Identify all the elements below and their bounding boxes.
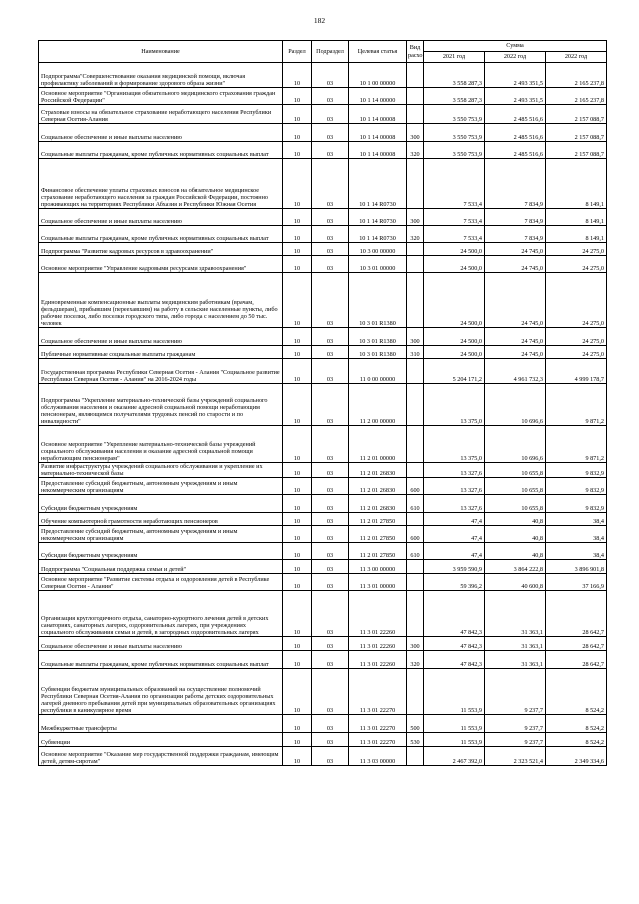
row-name: Основное мероприятие "Организация обязательного медицинского страхования граждан Российской Федерации"	[39, 88, 283, 105]
row-subsection: 03	[312, 105, 349, 124]
row-value-2022-second: 9 832,9	[546, 478, 607, 495]
row-value-2022-second: 8 524,2	[546, 669, 607, 715]
row-value-2022-second: 8 149,1	[546, 209, 607, 226]
row-name: Страховые взносы на обязательное страхование неработающего населения Республики Северная Осетия-Алания	[39, 105, 283, 124]
row-target-article: 11 2 01 26830	[349, 478, 407, 495]
row-value-2021: 7 533,4	[424, 209, 485, 226]
row-value-2021: 13 375,0	[424, 426, 485, 463]
row-target-article: 11 2 01 26830	[349, 463, 407, 478]
row-value-2022-second: 38,4	[546, 526, 607, 543]
row-value-2021: 3 550 753,9	[424, 105, 485, 124]
row-expense-type: 300	[407, 328, 424, 346]
row-value-2022: 10 655,8	[485, 463, 546, 478]
row-value-2022: 2 485 516,6	[485, 105, 546, 124]
row-value-2021: 11 553,9	[424, 733, 485, 747]
header-expense-type: Вид расхо	[407, 41, 424, 63]
row-target-article: 11 0 00 00000	[349, 359, 407, 384]
row-subsection: 03	[312, 651, 349, 669]
row-value-2022-second: 8 524,2	[546, 715, 607, 733]
row-target-article: 10 1 14 R0730	[349, 159, 407, 209]
row-value-2022-second: 2 165 237,8	[546, 63, 607, 88]
row-target-article: 11 2 01 00000	[349, 426, 407, 463]
row-subsection: 03	[312, 346, 349, 359]
row-value-2022-second: 38,4	[546, 513, 607, 526]
row-value-2022: 24 745,0	[485, 243, 546, 256]
row-section: 10	[283, 637, 312, 651]
row-value-2021: 3 959 590,9	[424, 560, 485, 574]
row-subsection: 03	[312, 384, 349, 426]
row-target-article: 11 3 00 00000	[349, 560, 407, 574]
row-value-2022-second: 28 642,7	[546, 651, 607, 669]
table-row	[39, 526, 607, 543]
row-value-2022: 24 745,0	[485, 256, 546, 273]
row-subsection: 03	[312, 637, 349, 651]
row-expense-type	[407, 105, 424, 124]
header-sum: Сумма	[424, 41, 607, 52]
table-row	[39, 209, 607, 226]
row-value-2022: 2 493 351,5	[485, 63, 546, 88]
row-section: 10	[283, 560, 312, 574]
row-section: 10	[283, 733, 312, 747]
table-row	[39, 359, 607, 384]
row-subsection: 03	[312, 669, 349, 715]
row-name: Основное мероприятие "Оказание мер государственной поддержки гражданам, имеющим детей, детям-сиротам"	[39, 747, 283, 766]
row-section: 10	[283, 495, 312, 513]
row-value-2021: 2 467 392,0	[424, 747, 485, 766]
row-value-2021: 11 553,9	[424, 715, 485, 733]
row-section: 10	[283, 256, 312, 273]
row-target-article: 10 1 14 R0730	[349, 209, 407, 226]
table-row	[39, 513, 607, 526]
row-name: Социальные выплаты гражданам, кроме публичных нормативных социальных выплат	[39, 651, 283, 669]
row-value-2021: 47 842,3	[424, 591, 485, 637]
row-subsection: 03	[312, 574, 349, 591]
table-row	[39, 495, 607, 513]
row-value-2021: 24 500,0	[424, 328, 485, 346]
table-row	[39, 591, 607, 637]
row-expense-type	[407, 159, 424, 209]
row-subsection: 03	[312, 543, 349, 560]
table-row	[39, 273, 607, 328]
row-value-2022: 7 834,9	[485, 226, 546, 243]
row-value-2022-second: 3 896 901,8	[546, 560, 607, 574]
row-subsection: 03	[312, 243, 349, 256]
row-subsection: 03	[312, 273, 349, 328]
row-subsection: 03	[312, 209, 349, 226]
row-name: Социальное обеспечение и иные выплаты населению	[39, 328, 283, 346]
row-value-2022: 24 745,0	[485, 346, 546, 359]
row-value-2021: 7 533,4	[424, 226, 485, 243]
row-section: 10	[283, 88, 312, 105]
row-expense-type	[407, 256, 424, 273]
table-row	[39, 669, 607, 715]
row-target-article: 10 1 00 00000	[349, 63, 407, 88]
row-name: Субсидии бюджетным учреждениям	[39, 495, 283, 513]
table-header	[39, 41, 607, 63]
row-expense-type: 320	[407, 142, 424, 159]
table-row	[39, 651, 607, 669]
table-row	[39, 124, 607, 142]
row-value-2022-second: 9 832,9	[546, 463, 607, 478]
row-target-article: 11 3 01 22270	[349, 733, 407, 747]
row-name: Субвенции бюджетам муниципальных образований на осуществление полномочий Республики Северная Осетия-Алания по организации работы детских оздоровительных лагерей дневного пребывания детей при муниципальных образовательных организациях республики в каникулярное время	[39, 669, 283, 715]
table-row	[39, 346, 607, 359]
row-value-2021: 13 375,0	[424, 384, 485, 426]
row-value-2022-second: 9 871,2	[546, 384, 607, 426]
row-subsection: 03	[312, 124, 349, 142]
row-target-article: 10 1 14 00000	[349, 88, 407, 105]
row-target-article: 11 3 01 22270	[349, 715, 407, 733]
row-value-2022: 24 745,0	[485, 328, 546, 346]
row-value-2022-second: 24 275,0	[546, 346, 607, 359]
row-section: 10	[283, 328, 312, 346]
table-body	[39, 63, 607, 766]
row-value-2022: 24 745,0	[485, 273, 546, 328]
row-expense-type	[407, 359, 424, 384]
row-expense-type	[407, 273, 424, 328]
page-number: 182	[313, 16, 326, 25]
row-subsection: 03	[312, 747, 349, 766]
row-subsection: 03	[312, 359, 349, 384]
table-row	[39, 328, 607, 346]
row-name: Подпрограмма "Укрепление материально-технической базы учреждений социального обслуживания населения и оказание адресной социальной помощи неработающим пенсионерам, являющимся получателями трудовых пенсий по старости и по инвалидности"	[39, 384, 283, 426]
row-value-2022: 2 485 516,6	[485, 142, 546, 159]
row-value-2021: 47 842,3	[424, 651, 485, 669]
table-row	[39, 243, 607, 256]
row-section: 10	[283, 142, 312, 159]
row-expense-type: 300	[407, 637, 424, 651]
row-value-2022: 31 363,1	[485, 637, 546, 651]
row-value-2021: 3 558 287,3	[424, 88, 485, 105]
row-section: 10	[283, 63, 312, 88]
row-value-2022-second: 2 157 088,7	[546, 124, 607, 142]
row-section: 10	[283, 243, 312, 256]
row-value-2021: 47,4	[424, 526, 485, 543]
row-subsection: 03	[312, 88, 349, 105]
row-target-article: 10 3 01 R1380	[349, 273, 407, 328]
row-value-2022-second: 4 999 178,7	[546, 359, 607, 384]
row-name: Публичные нормативные социальные выплаты гражданам	[39, 346, 283, 359]
row-value-2022: 10 655,8	[485, 478, 546, 495]
row-value-2021: 11 553,9	[424, 669, 485, 715]
row-target-article: 10 3 01 R1380	[349, 346, 407, 359]
row-section: 10	[283, 226, 312, 243]
row-value-2022-second: 2 157 088,7	[546, 105, 607, 124]
row-target-article: 10 3 01 R1380	[349, 328, 407, 346]
row-expense-type	[407, 513, 424, 526]
row-value-2021: 13 327,6	[424, 463, 485, 478]
row-expense-type: 600	[407, 478, 424, 495]
row-section: 10	[283, 463, 312, 478]
row-expense-type	[407, 63, 424, 88]
table-row	[39, 105, 607, 124]
row-subsection: 03	[312, 328, 349, 346]
row-value-2022: 9 237,7	[485, 733, 546, 747]
row-subsection: 03	[312, 591, 349, 637]
header-year-2022: 2022 год	[485, 52, 546, 63]
row-target-article: 11 2 00 00000	[349, 384, 407, 426]
row-target-article: 10 3 00 00000	[349, 243, 407, 256]
row-value-2021: 47 842,3	[424, 637, 485, 651]
table-row	[39, 159, 607, 209]
budget-table	[38, 40, 607, 766]
row-target-article: 11 2 01 27850	[349, 513, 407, 526]
row-value-2022: 10 696,6	[485, 426, 546, 463]
row-expense-type	[407, 384, 424, 426]
row-value-2022: 31 363,1	[485, 591, 546, 637]
row-subsection: 03	[312, 733, 349, 747]
row-value-2021: 24 500,0	[424, 256, 485, 273]
row-name: Социальное обеспечение и иные выплаты населению	[39, 209, 283, 226]
header-year-2021: 2021 год	[424, 52, 485, 63]
table-row	[39, 715, 607, 733]
row-value-2021: 5 204 171,2	[424, 359, 485, 384]
row-value-2021: 24 500,0	[424, 243, 485, 256]
row-value-2022-second: 24 275,0	[546, 256, 607, 273]
row-section: 10	[283, 715, 312, 733]
row-expense-type	[407, 243, 424, 256]
row-subsection: 03	[312, 495, 349, 513]
row-section: 10	[283, 513, 312, 526]
row-value-2022-second: 24 275,0	[546, 243, 607, 256]
row-value-2022: 7 834,9	[485, 159, 546, 209]
row-expense-type: 300	[407, 124, 424, 142]
row-section: 10	[283, 346, 312, 359]
row-subsection: 03	[312, 226, 349, 243]
header-section: Раздел	[283, 41, 312, 63]
table-row	[39, 478, 607, 495]
row-section: 10	[283, 209, 312, 226]
row-value-2022: 2 485 516,6	[485, 124, 546, 142]
row-value-2021: 13 327,6	[424, 495, 485, 513]
row-name: Основное мероприятие "Развитие системы отдыха и оздоровления детей в Республике Северная Осетия - Алания"	[39, 574, 283, 591]
row-name: Организация круглогодичного отдыха, санаторно-курортного лечения детей в детских санаториях, санаторных лагерях, оздоровительных лагерях, при учреждениях социального обслуживания семьи и детей, в загородных оздоровительных лагерях	[39, 591, 283, 637]
row-expense-type	[407, 426, 424, 463]
row-target-article: 10 1 14 00008	[349, 142, 407, 159]
row-value-2022: 2 323 521,4	[485, 747, 546, 766]
row-section: 10	[283, 426, 312, 463]
row-value-2022-second: 38,4	[546, 543, 607, 560]
table-row	[39, 256, 607, 273]
row-expense-type: 610	[407, 543, 424, 560]
row-subsection: 03	[312, 256, 349, 273]
row-value-2022: 40 600,8	[485, 574, 546, 591]
row-section: 10	[283, 543, 312, 560]
row-value-2022: 10 655,8	[485, 495, 546, 513]
row-value-2022-second: 9 832,9	[546, 495, 607, 513]
row-expense-type: 320	[407, 651, 424, 669]
row-expense-type	[407, 88, 424, 105]
row-subsection: 03	[312, 560, 349, 574]
row-subsection: 03	[312, 142, 349, 159]
row-value-2022-second: 28 642,7	[546, 591, 607, 637]
table-row	[39, 574, 607, 591]
row-value-2022: 3 864 222,8	[485, 560, 546, 574]
row-value-2021: 13 327,6	[424, 478, 485, 495]
row-expense-type	[407, 591, 424, 637]
table-row	[39, 63, 607, 88]
row-target-article: 11 2 01 27850	[349, 526, 407, 543]
row-target-article: 11 2 01 26830	[349, 495, 407, 513]
row-expense-type	[407, 560, 424, 574]
row-value-2021: 3 550 753,9	[424, 142, 485, 159]
row-expense-type: 530	[407, 733, 424, 747]
row-section: 10	[283, 384, 312, 426]
row-expense-type	[407, 574, 424, 591]
row-value-2022: 7 834,9	[485, 209, 546, 226]
row-value-2021: 7 533,4	[424, 159, 485, 209]
header-name: Наименование	[39, 41, 283, 63]
row-target-article: 11 3 01 22260	[349, 591, 407, 637]
row-name: Подпрограмма "Социальная поддержка семьи и детей"	[39, 560, 283, 574]
row-name: Развитие инфраструктуры учреждений социального обслуживания и укрепление их материально-технической базы	[39, 463, 283, 478]
table-row	[39, 226, 607, 243]
row-subsection: 03	[312, 478, 349, 495]
row-value-2022: 9 237,7	[485, 715, 546, 733]
row-name: Социальные выплаты гражданам, кроме публичных нормативных социальных выплат	[39, 142, 283, 159]
row-target-article: 10 3 01 00000	[349, 256, 407, 273]
table-row	[39, 384, 607, 426]
row-section: 10	[283, 105, 312, 124]
row-subsection: 03	[312, 63, 349, 88]
table-row	[39, 88, 607, 105]
row-value-2022-second: 28 642,7	[546, 637, 607, 651]
row-value-2021: 47,4	[424, 513, 485, 526]
row-section: 10	[283, 526, 312, 543]
row-value-2022: 9 237,7	[485, 669, 546, 715]
row-name: Подпрограмма"Совершенствование оказания медицинской помощи, включая профилактику заболеваний и формирование здорового образа жизни"	[39, 63, 283, 88]
row-expense-type: 600	[407, 526, 424, 543]
row-expense-type: 300	[407, 209, 424, 226]
row-section: 10	[283, 359, 312, 384]
row-target-article: 11 3 01 22260	[349, 637, 407, 651]
row-target-article: 10 1 14 R0730	[349, 226, 407, 243]
row-value-2021: 59 396,2	[424, 574, 485, 591]
table-row	[39, 543, 607, 560]
row-value-2021: 47,4	[424, 543, 485, 560]
row-section: 10	[283, 574, 312, 591]
table-row	[39, 747, 607, 766]
row-value-2022-second: 8 149,1	[546, 159, 607, 209]
table-row	[39, 733, 607, 747]
row-section: 10	[283, 651, 312, 669]
row-subsection: 03	[312, 715, 349, 733]
row-section: 10	[283, 159, 312, 209]
row-name: Социальные выплаты гражданам, кроме публичных нормативных социальных выплат	[39, 226, 283, 243]
table-row	[39, 560, 607, 574]
row-value-2022: 10 696,6	[485, 384, 546, 426]
row-value-2022: 40,8	[485, 513, 546, 526]
row-target-article: 10 1 14 00008	[349, 105, 407, 124]
row-section: 10	[283, 273, 312, 328]
row-value-2022: 4 961 732,3	[485, 359, 546, 384]
table-row	[39, 426, 607, 463]
row-value-2022-second: 8 524,2	[546, 733, 607, 747]
row-expense-type: 610	[407, 495, 424, 513]
row-expense-type: 310	[407, 346, 424, 359]
row-value-2022-second: 37 166,9	[546, 574, 607, 591]
row-name: Единовременные компенсационные выплаты медицинским работникам (врачам, фельдшерам), прибывшим (переехавшим) на работу в сельские населенные пункты, либо рабочие поселки, либо поселки городского типа, либо города с населением до 50 тыс. человек	[39, 273, 283, 328]
row-value-2022-second: 24 275,0	[546, 328, 607, 346]
row-expense-type	[407, 463, 424, 478]
row-value-2021: 24 500,0	[424, 346, 485, 359]
row-value-2022-second: 9 871,2	[546, 426, 607, 463]
row-name: Социальное обеспечение и иные выплаты населению	[39, 637, 283, 651]
row-target-article: 11 3 01 22270	[349, 669, 407, 715]
row-target-article: 10 1 14 00008	[349, 124, 407, 142]
row-value-2022: 40,8	[485, 543, 546, 560]
table-row	[39, 142, 607, 159]
row-section: 10	[283, 124, 312, 142]
row-value-2022: 2 493 351,5	[485, 88, 546, 105]
row-name: Обучение компьютерной грамотности неработающих пенсионеров	[39, 513, 283, 526]
row-section: 10	[283, 591, 312, 637]
row-expense-type: 320	[407, 226, 424, 243]
row-name: Межбюджетные трансферты	[39, 715, 283, 733]
row-subsection: 03	[312, 463, 349, 478]
row-section: 10	[283, 478, 312, 495]
row-value-2022-second: 2 157 088,7	[546, 142, 607, 159]
row-value-2022: 31 363,1	[485, 651, 546, 669]
row-value-2022-second: 24 275,0	[546, 273, 607, 328]
row-expense-type	[407, 669, 424, 715]
header-year-2022-second: 2022 год	[546, 52, 607, 63]
row-value-2022-second: 8 149,1	[546, 226, 607, 243]
row-target-article: 11 2 01 27850	[349, 543, 407, 560]
row-value-2022-second: 2 349 334,6	[546, 747, 607, 766]
row-value-2021: 24 500,0	[424, 273, 485, 328]
row-subsection: 03	[312, 159, 349, 209]
row-name: Предоставление субсидий бюджетным, автономным учреждениям и иным некоммерческим организациям	[39, 478, 283, 495]
row-target-article: 11 3 01 22260	[349, 651, 407, 669]
row-name: Предоставление субсидий бюджетным, автономным учреждениям и иным некоммерческим организациям	[39, 526, 283, 543]
row-subsection: 03	[312, 526, 349, 543]
table-row	[39, 463, 607, 478]
row-value-2021: 3 558 287,3	[424, 63, 485, 88]
row-section: 10	[283, 669, 312, 715]
row-name: Подпрограмма "Развитие кадровых ресурсов в здравоохранении"	[39, 243, 283, 256]
row-expense-type	[407, 747, 424, 766]
row-name: Субсидии бюджетным учреждениям	[39, 543, 283, 560]
row-name: Основное мероприятие "Управление кадровыми ресурсами здравоохранения"	[39, 256, 283, 273]
row-target-article: 11 3 03 00000	[349, 747, 407, 766]
row-name: Основное мероприятие "Укрепление материально-технической базы учреждений социального обслуживания населения и оказание адресной социальной помощи неработающим пенсионерам"	[39, 426, 283, 463]
row-name: Государственная программа Республики Северная Осетия - Алания "Социальное развитие Республики Северная Осетия - Алания" на 2016-2024 годы	[39, 359, 283, 384]
row-name: Субвенции	[39, 733, 283, 747]
row-subsection: 03	[312, 513, 349, 526]
row-name: Социальное обеспечение и иные выплаты населению	[39, 124, 283, 142]
row-value-2022: 40,8	[485, 526, 546, 543]
row-section: 10	[283, 747, 312, 766]
row-expense-type: 500	[407, 715, 424, 733]
header-target-article: Целевая статья	[349, 41, 407, 63]
row-value-2021: 3 550 753,9	[424, 124, 485, 142]
row-value-2022-second: 2 165 237,8	[546, 88, 607, 105]
row-target-article: 11 3 01 00000	[349, 574, 407, 591]
row-name: Финансовое обеспечение уплаты страховых взносов на обязательное медицинское страхование неработающего населения за граждан Российской Федерации, постоянно проживающих на территориях Республики Абхазия и Республики Южная Осетия	[39, 159, 283, 209]
table-row	[39, 637, 607, 651]
header-subsection: Подраздел	[312, 41, 349, 63]
row-subsection: 03	[312, 426, 349, 463]
